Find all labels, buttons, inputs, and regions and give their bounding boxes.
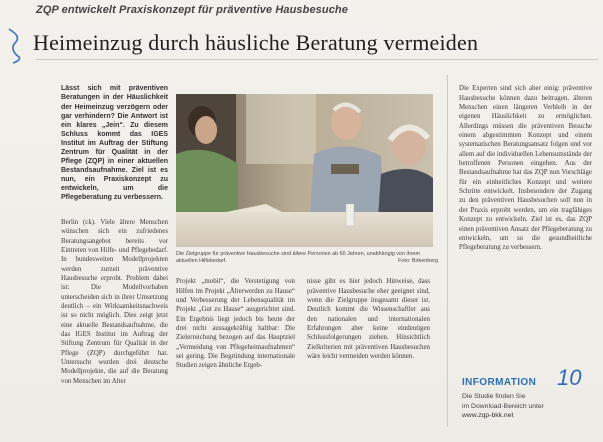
article-kicker: ZQP entwickelt Praxiskonzept für präventive Hausbesuche xyxy=(36,4,348,16)
column-2-body: Projekt „mobil“, die Verstetigung von Hilfen im Projekt „Älterwerden zu Hause“ und Verbesserung der Lebensqualität im Projekt „Gut zu Hause“ ausgerichtet sind. Ein Ergebnis liegt jedoch bis heute der drei nicht aussagekräftig haltbar: Die Zielerreichung bezogen auf das Hauptziel „Vermeidung von Pflegeheimaufnahmen“ sei gering. Die Begründung internationale Studien zeigen ähnliche Ergeb- xyxy=(176,278,295,370)
pen-mark-icon xyxy=(5,27,27,65)
column-divider xyxy=(447,75,448,427)
column-1-body: Berlin (ck). Viele ältere Menschen wünschen sich ein zufriedenes Beratungsangebot bereits vor Eintreten von Hilfe- und Pflegebedarf. In bundesweiten Modellprojekten werden zurzeit präventive Hausbesuche erprobt. Problem dabei ist: Die Modellvorhaben unterscheiden sich in ihrer Umsetzung deutlich – ein Wirksamkeitsnachweis ist so nicht möglich. Dies zeigt jetzt eine aktuelle Bestandsaufnahme, die das IGES Institut im Auftrag der Stiftung Zentrum für Qualität in der Pflege (ZQP) durchgeführt hat. Untersucht wurden drei deutsche Modellprojekte, die auf die Beratung von Menschen im Alter xyxy=(61,218,168,385)
article-lead: Lässt sich mit präventiven Beratungen in der Häuslichkeit der Heimeinzug verzögern oder gar verhindern? Die Antwort ist ein klares „Jein“. Zu diesem Schluss kommt das IGES Institut im Auftrag der Stiftung Zentrum für Qualität in der Pflege (ZQP) in einer aktuellen Bestandsaufnahme. Ziel ist es nun, ein Praxiskonzept zu entwickeln, um die Pflegeberatung zu verbessern. xyxy=(61,85,168,202)
info-box-url-link[interactable]: www.zqp-bkk.net xyxy=(462,412,514,420)
handwritten-page-mark: 10 xyxy=(557,365,582,390)
column-1 xyxy=(61,75,168,395)
photo-credit: Foto: Birkenberg xyxy=(398,258,438,265)
info-box-line-1: Die Studie finden Sie xyxy=(462,393,526,400)
article-photo xyxy=(176,94,433,247)
headline-rule xyxy=(36,59,598,60)
photo-caption xyxy=(176,251,438,265)
info-box-body xyxy=(462,392,592,421)
photo-caption-text: Die Zielgruppe für präventive Hausbesuche sind ältere Personen ab 60 Jahren, unabhängig von ihrem aktuellen Hilfebedarf. xyxy=(176,251,420,265)
photo-illustration xyxy=(176,94,433,247)
column-4-body: Die Experten sind sich aber einig: präventive Hausbesuche können dazu beitragen, älteren Menschen einen längeren Verbleib in der eigenen Häuslichkeit zu ermöglichen. Allerdings müssen die präventiven Besuche einem abgestimmten Konzept und einem systematischen Beratungsansatz folgen und vor allem auf die individuellen Lebensumstände der betroffenen Personen eingehen. Aus der Bestandsaufnahme hat das ZQP nun Vorschläge für ein einheitliches Konzept und weitere Schritte entwickelt. Insbesondere der Zugang zu den präventiven Hausbesuchen soll nun in der Praxis erprobt werden, um ein tragfähiges Konzept zu entwickeln. Ziel ist es, das ZQP einen präventiven Ansatz der Pflegeberatung zu entwickeln, um so die gesundheitliche Pflegeberatung zu verbessern. xyxy=(459,85,592,252)
info-box-title: INFORMATION xyxy=(462,377,537,388)
column-2 xyxy=(176,268,295,380)
column-4 xyxy=(459,75,592,262)
column-3 xyxy=(307,268,430,371)
article-headline: Heimeinzug durch häusliche Beratung vermeiden xyxy=(33,30,479,55)
info-box-line-2: im Download-Bereich unter xyxy=(462,402,544,410)
column-3-body: nisse gibt es hier jedoch Hinweise, dass präventive Hausbesuche eher geeignet sind, wenn die Zielgruppe insgesamt dieser ist. Deutlich kommt die Wissenschaftler aus den nationalen und internationalen Erfahrungen aber keine eindeutigen Schlussfolgerungen ziehen. Hinsichtlich Zielkriterien mit präventiven Hausbesuchen wäre leicht vermeiden werden können. xyxy=(307,278,430,361)
